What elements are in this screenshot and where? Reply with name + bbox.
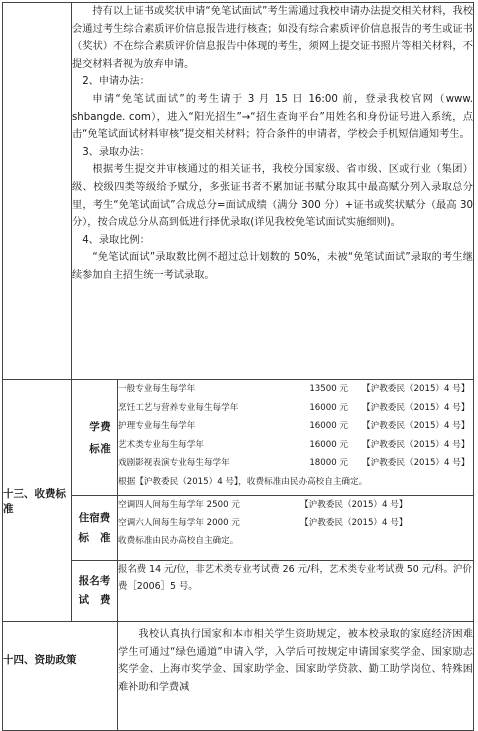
aid-row [3, 622, 474, 731]
empty-label-cell [3, 3, 72, 380]
tuition-label: 学 费 标 准 [72, 380, 118, 496]
tuition-note: 根据【沪教委民（2015）4 号】，收费标准由民办高校自主确定。 [118, 476, 368, 487]
lodging-list [118, 496, 474, 561]
tuition-item: 一般专业每生每学年 13500 元 【沪教委民（2015）4 号】 [118, 384, 470, 394]
aid-section-label: 十四、资助政策 [3, 622, 118, 731]
tuition-row [3, 380, 474, 496]
tuition-item: 艺术类专业每生每学年 16000 元 【沪教委民（2015）4 号】 [118, 439, 470, 450]
application-continuation-row [3, 3, 474, 380]
lodging-note: 收费标准由民办高校自主确定。 [118, 536, 239, 546]
lodging-row [3, 496, 474, 561]
apply-method-heading: 2、申请办法： [82, 76, 150, 88]
tuition-list [118, 380, 474, 496]
tuition-item: 戏剧影视表演专业每生每学年 18000 元 【沪教委民（2015）4 号】 [118, 458, 470, 468]
registration-fee-text: 报名费 14 元/位，非艺术类专业考试费 26 元/科，艺术类专业考试费 50 元/科。沪价费［2006］5 号。 [118, 561, 474, 622]
admission-policy-table [2, 2, 474, 731]
tuition-item: 烹饪工艺与营养专业每生每学年 16000 元 【沪教委民（2015）4 号】 [118, 402, 470, 413]
registration-fee-label: 报名考 试 费 [72, 561, 118, 622]
tuition-item: 护理专业每生每学年 16000 元 【沪教委民（2015）4 号】 [118, 421, 470, 431]
admission-method-heading: 3、录取办法： [82, 146, 150, 158]
certificate-submission-paragraph: 持有以上证书或奖状申请“免笔试面试”考生需通过我校申请办法提交相关材料，我校会通过考生综合素质评价信息报告进行核查；如没有综合素质评价信息报告的考生或证书（奖状）不在综合素质评价信息报告中体现的考生，须网上提交证书照片等相关材料，不提交材料者视为放弃申请。 [72, 6, 473, 70]
aid-policy-text: 我校认真执行国家和本市相关学生资助规定，被本校录取的家庭经济困难学生可通过“绿色通道”申请入学，入学后可按规定申请国家奖学金、国家励志奖学金、上海市奖学金、国家助学金、国家助学贷款、勤工助学岗位、特殊困难补助和学费减 [118, 622, 474, 731]
lodging-item: 空调四人间每生每学年 2500 元 【沪教委民（2015）4 号】 [118, 500, 408, 510]
registration-fee-row [3, 561, 474, 622]
application-content-cell [72, 3, 474, 380]
fees-section-label: 十三、收费标准 [3, 380, 72, 622]
admission-ratio-heading: 4、录取比例： [82, 234, 150, 246]
lodging-label: 住宿费 标 准 [72, 496, 118, 561]
apply-method-text: 申请“免笔试面试”的考生请于 3 月 15 日 16:00 前，登录我校官网（www. shbangde. com），进入“阳光招生”→“招生查询平台”用姓名和身份证号进入系统，点击“免笔试面试材料审核”提交相关材料；符合条件的申请者，学校会手机短信通知考生。 [72, 93, 473, 141]
admission-ratio-text: “免笔试面试”录取数比例不超过总计划数的 50%，未被“免笔试面试”录取的考生继续参加自主招生统一考试录取。 [72, 252, 473, 281]
admission-method-text: 根据考生提交并审核通过的相关证书，我校分国家级、省市级、区或行业（集团）级、校级四类等级给予赋分，多张证书者不累加证书赋分取其中最高赋分列入录取总分里，考生“免笔试面试”合成总分=面试成绩（满分 300 分）+证书或奖状赋分（最高 30 分），按合成总分从高到低进行择优录取(详见我校免笔试面试实施细则)。 [72, 164, 473, 229]
lodging-item: 空调六人间每生每学年 2000 元 【沪教委民（2015）4 号】 [118, 518, 408, 528]
